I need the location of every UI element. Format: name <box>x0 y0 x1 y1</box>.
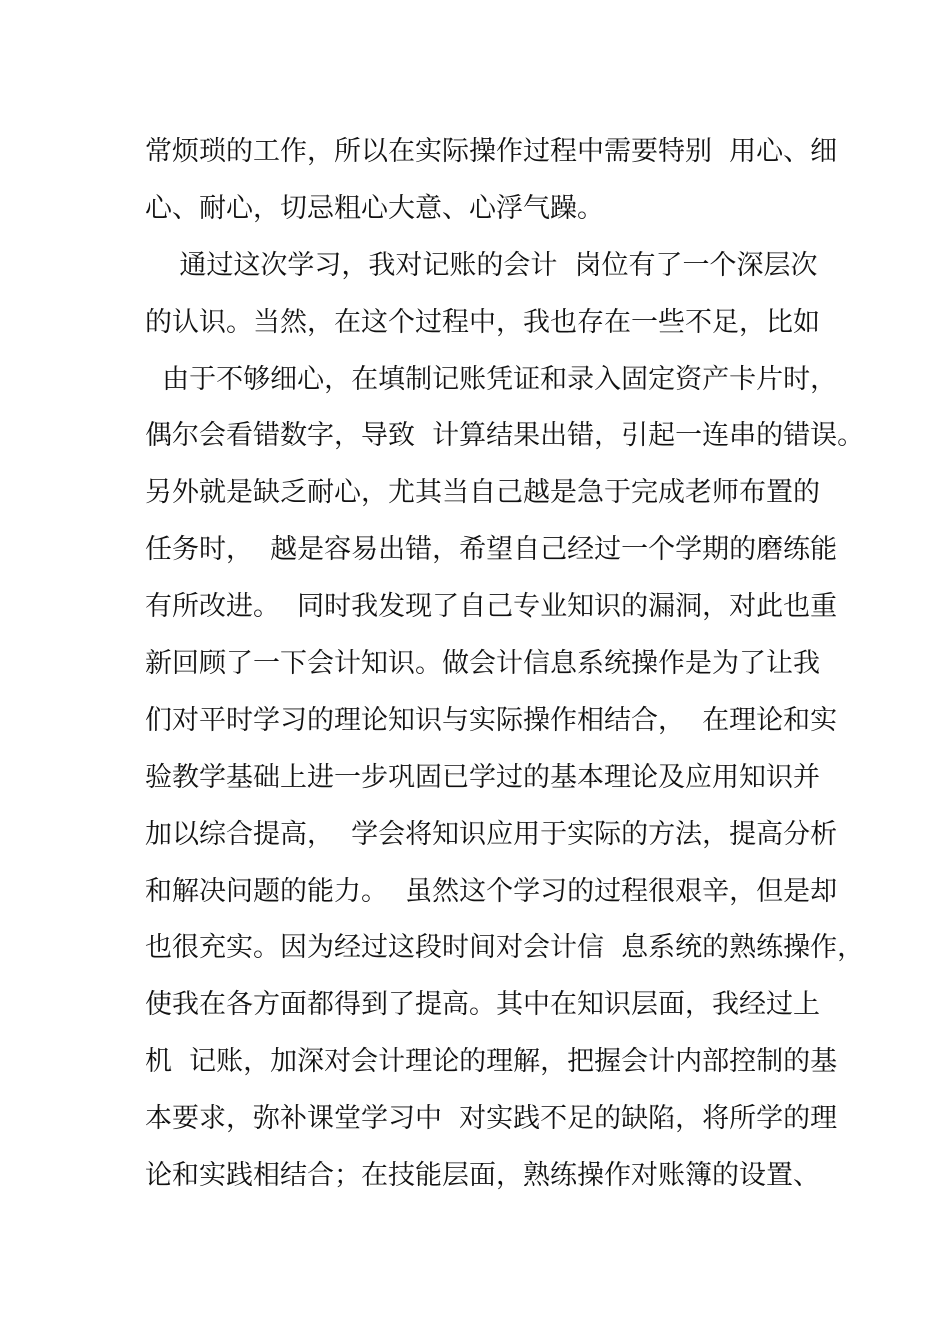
text-line: 心、耐心，切忌粗心大意、心浮气躁。 <box>145 192 604 224</box>
text-line: 加以综合提高， 学会将知识应用于实际的方法，提高分析 <box>145 818 838 850</box>
text-line: 通过这次学习，我对记账的会计 岗位有了一个深层次 <box>145 249 818 281</box>
text-line: 偶尔会看错数字，导致 计算结果出错，引起一连串的错误。 <box>145 420 865 452</box>
text-line: 本要求，弥补课堂学习中 对实践不足的缺陷，将所学的理 <box>145 1103 838 1135</box>
text-line: 使我在各方面都得到了提高。其中在知识层面，我经过上 <box>145 989 820 1021</box>
text-line: 和解决问题的能力。 虽然这个学习的过程很艰辛，但是却 <box>145 875 838 907</box>
text-line: 也很充实。因为经过这段时间对会计信 息系统的熟练操作， <box>145 932 865 964</box>
text-line: 新回顾了一下会计知识。做会计信息系统操作是为了让我 <box>145 648 820 680</box>
text-line: 另外就是缺乏耐心，尤其当自己越是急于完成老师布置的 <box>145 477 820 509</box>
text-line: 机 记账，加深对会计理论的理解，把握会计内部控制的基 <box>145 1046 838 1078</box>
text-line: 任务时， 越是容易出错，希望自己经过一个学期的磨练能 <box>145 534 838 566</box>
text-line: 的认识。当然，在这个过程中，我也存在一些不足，比如 <box>145 306 820 338</box>
text-line: 验教学基础上进一步巩固已学过的基本理论及应用知识并 <box>145 761 820 793</box>
text-line: 们对平时学习的理论知识与实际操作相结合， 在理论和实 <box>145 704 838 736</box>
text-line: 论和实践相结合；在技能层面，熟练操作对账簿的设置、 <box>145 1160 820 1192</box>
text-line: 由于不够细心，在填制记账凭证和录入固定资产卡片时， <box>145 363 838 395</box>
text-line: 有所改进。 同时我发现了自己专业知识的漏洞，对此也重 <box>145 591 838 623</box>
body-text <box>145 124 865 1205</box>
text-line: 常烦琐的工作，所以在实际操作过程中需要特别 用心、细 <box>145 136 838 167</box>
